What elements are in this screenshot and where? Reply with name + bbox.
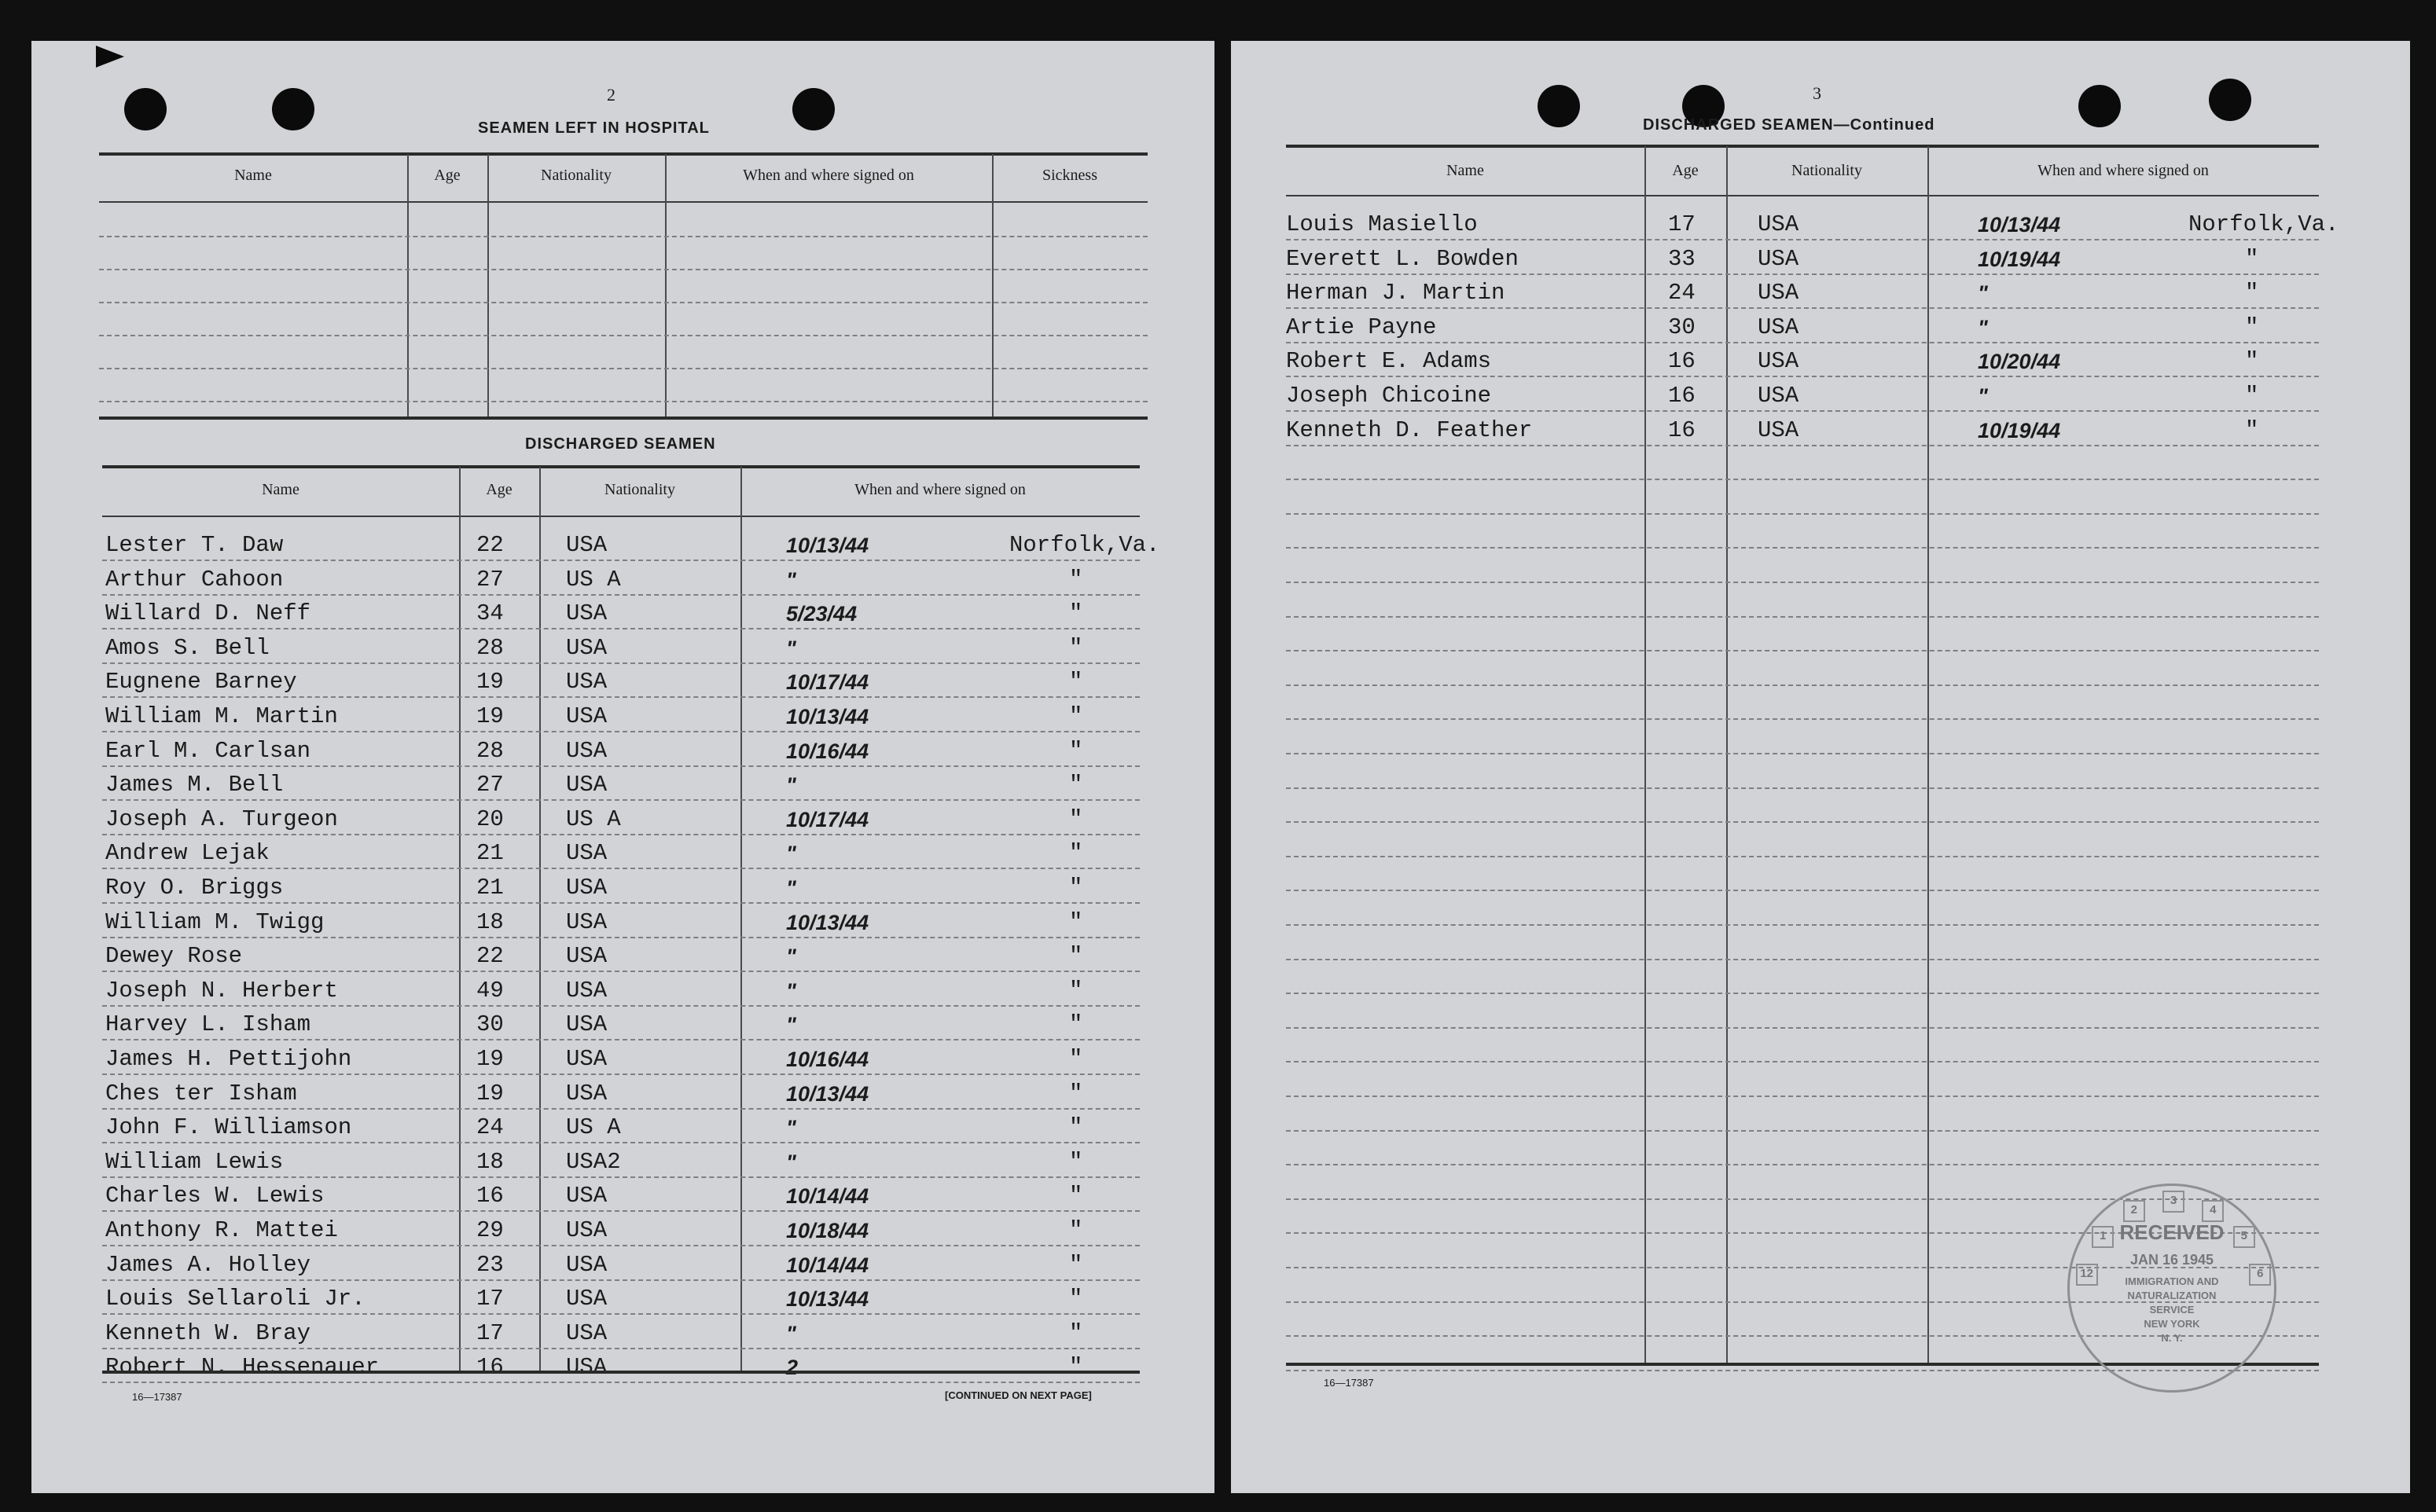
- blank-row-line: [99, 236, 1148, 237]
- seaman-name: James H. Pettijohn: [105, 1046, 352, 1072]
- row-line: [1286, 479, 2319, 480]
- seaman-age: 19: [476, 703, 504, 729]
- signed-on-place: ": [1069, 1114, 1083, 1141]
- signed-on-place: ": [2245, 280, 2259, 306]
- signed-on-date: ": [786, 945, 796, 969]
- seaman-age: 16: [476, 1183, 504, 1209]
- row-line: [102, 731, 1140, 732]
- row-line: [1286, 753, 2319, 754]
- seaman-age: 21: [476, 840, 504, 867]
- seaman-age: 27: [476, 772, 504, 798]
- punch-hole-icon: [2078, 85, 2121, 127]
- punch-hole-icon: [792, 88, 835, 130]
- row-line: [102, 1108, 1140, 1110]
- received-stamp: [2067, 1184, 2276, 1393]
- signed-on-date: ": [786, 1321, 796, 1345]
- signed-on-place: ": [1069, 1148, 1083, 1175]
- signed-on-date: 10/19/44: [1978, 418, 2061, 442]
- column-divider: [665, 154, 667, 417]
- column-header: Age: [434, 167, 461, 184]
- table-rule: [99, 417, 1148, 420]
- seaman-age: 49: [476, 977, 504, 1004]
- seaman-nationality: USA: [566, 1354, 608, 1381]
- column-header: Nationality: [1791, 162, 1862, 179]
- row-line: [102, 1245, 1140, 1246]
- row-line: [1286, 1095, 2319, 1097]
- blank-row-line: [99, 368, 1148, 369]
- signed-on-date: ": [1978, 281, 1988, 306]
- signed-on-place: ": [1069, 1286, 1083, 1312]
- row-line: [102, 1005, 1140, 1007]
- row-line: [1286, 307, 2319, 309]
- signed-on-date: 10/13/44: [786, 1287, 869, 1312]
- seaman-age: 18: [476, 908, 504, 935]
- punch-hole-icon: [2209, 79, 2251, 121]
- signed-on-date: 5/23/44: [786, 602, 858, 626]
- seaman-age: 33: [1668, 245, 1696, 272]
- seaman-age: 28: [476, 737, 504, 764]
- seaman-name: Dewey Rose: [105, 943, 243, 970]
- signed-on-place: ": [1069, 1080, 1083, 1106]
- page-number: 3: [1813, 83, 1821, 103]
- row-line: [1286, 239, 2319, 240]
- row-line: [1286, 650, 2319, 651]
- stamp-line: NEW YORK: [2144, 1318, 2200, 1330]
- left-page: [31, 41, 1214, 1493]
- signed-on-place: ": [1069, 1183, 1083, 1209]
- seaman-age: 30: [1668, 314, 1696, 340]
- column-divider: [407, 154, 409, 417]
- row-line: [102, 902, 1140, 904]
- signed-on-date: ": [786, 1013, 796, 1037]
- signed-on-place: ": [2245, 383, 2259, 409]
- signed-on-date: 10/13/44: [786, 534, 869, 557]
- seaman-age: 20: [476, 806, 504, 832]
- seaman-nationality: USA: [566, 1217, 608, 1243]
- seaman-age: 16: [1668, 417, 1696, 443]
- row-line: [102, 1382, 1140, 1383]
- column-header: Nationality: [541, 167, 612, 184]
- seaman-age: 30: [476, 1011, 504, 1038]
- row-line: [1286, 342, 2319, 343]
- seaman-name: Robert N. Hessenauer: [105, 1354, 380, 1381]
- punch-hole-icon: [1538, 85, 1580, 127]
- row-line: [1286, 273, 2319, 275]
- seaman-age: 24: [476, 1114, 504, 1141]
- table-rule: [102, 516, 1140, 517]
- seaman-nationality: USA: [1758, 348, 1799, 375]
- seaman-nationality: USA: [566, 1319, 608, 1346]
- seaman-nationality: USA: [566, 943, 608, 970]
- stamp-ring-number: 12: [2076, 1264, 2098, 1286]
- stamp-date: JAN 16 1945: [2129, 1252, 2214, 1268]
- seaman-nationality: USA: [566, 772, 608, 798]
- row-line: [102, 1313, 1140, 1315]
- row-line: [102, 1039, 1140, 1040]
- seaman-name: Earl M. Carlsan: [105, 737, 311, 764]
- row-line: [102, 937, 1140, 938]
- seaman-nationality: USA: [566, 600, 608, 627]
- row-line: [1286, 547, 2319, 549]
- signed-on-date: 10/13/44: [1978, 213, 2061, 237]
- seaman-age: 17: [1668, 211, 1696, 237]
- signed-on-date: ": [786, 842, 796, 866]
- stamp-ring-number: 1: [2092, 1226, 2114, 1248]
- row-line: [102, 1210, 1140, 1212]
- seaman-name: Andrew Lejak: [105, 840, 270, 867]
- seaman-name: Roy O. Briggs: [105, 875, 284, 901]
- signed-on-place: ": [1069, 943, 1083, 970]
- seaman-nationality: USA: [1758, 314, 1799, 340]
- blank-row-line: [99, 269, 1148, 270]
- signed-on-place: ": [1069, 600, 1083, 627]
- seaman-age: 17: [476, 1286, 504, 1312]
- seaman-name: Joseph N. Herbert: [105, 977, 338, 1004]
- signed-on-place: ": [1069, 806, 1083, 832]
- seaman-age: 16: [1668, 383, 1696, 409]
- signed-on-place: ": [1069, 566, 1083, 593]
- row-line: [1286, 993, 2319, 994]
- row-line: [1286, 1027, 2319, 1029]
- signed-on-place: ": [1069, 1251, 1083, 1278]
- punch-hole-icon: [124, 88, 167, 130]
- signed-on-date: 10/16/44: [786, 1048, 869, 1071]
- seaman-nationality: USA: [1758, 383, 1799, 409]
- seaman-name: Harvey L. Isham: [105, 1011, 311, 1038]
- stamp-line: N. Y.: [2161, 1332, 2183, 1344]
- row-line: [1286, 821, 2319, 823]
- signed-on-date: ": [786, 1116, 796, 1140]
- seaman-age: 22: [476, 532, 504, 558]
- row-line: [1286, 890, 2319, 891]
- seaman-age: 24: [1668, 280, 1696, 306]
- seaman-nationality: USA: [566, 908, 608, 935]
- row-line: [1286, 787, 2319, 789]
- column-header: When and where signed on: [854, 481, 1026, 498]
- seaman-nationality: USA: [566, 1286, 608, 1312]
- signed-on-date: ": [786, 636, 796, 660]
- seaman-nationality: US A: [566, 1114, 621, 1141]
- signed-on-place: ": [1069, 977, 1083, 1004]
- seaman-age: 29: [476, 1217, 504, 1243]
- table-rule: [102, 465, 1140, 468]
- signed-on-place: ": [2245, 348, 2259, 375]
- seaman-name: Kenneth D. Feather: [1286, 417, 1533, 443]
- seaman-age: 21: [476, 875, 504, 901]
- seaman-name: Lester T. Daw: [105, 532, 284, 558]
- page-number: 2: [607, 85, 615, 105]
- seaman-nationality: USA: [1758, 280, 1799, 306]
- signed-on-place: ": [1069, 840, 1083, 867]
- seaman-nationality: US A: [566, 566, 621, 593]
- row-line: [102, 1348, 1140, 1349]
- form-number: 16—17387: [1324, 1377, 1374, 1389]
- seaman-name: James A. Holley: [105, 1251, 311, 1278]
- table-rule: [99, 201, 1148, 203]
- signed-on-place: ": [2245, 417, 2259, 443]
- signed-on-place: ": [2245, 245, 2259, 272]
- signed-on-place: Norfolk,Va.: [2188, 211, 2339, 237]
- row-line: [102, 765, 1140, 767]
- signed-on-date: ": [1978, 315, 1988, 339]
- row-line: [102, 662, 1140, 664]
- row-line: [102, 1279, 1140, 1281]
- signed-on-date: 10/14/44: [786, 1253, 869, 1277]
- seaman-age: 16: [1668, 348, 1696, 375]
- stamp-received: RECEIVED: [2119, 1220, 2225, 1244]
- row-line: [1286, 1164, 2319, 1165]
- column-header: Age: [486, 481, 513, 498]
- row-line: [102, 1142, 1140, 1143]
- blank-row-line: [99, 401, 1148, 402]
- column-header: Name: [262, 481, 299, 498]
- row-line: [1286, 959, 2319, 960]
- row-line: [1286, 410, 2319, 412]
- seaman-age: 17: [476, 1319, 504, 1346]
- seaman-nationality: USA: [566, 669, 608, 695]
- row-line: [1286, 718, 2319, 720]
- signed-on-place: Norfolk,Va.: [1009, 532, 1160, 558]
- seaman-name: Willard D. Neff: [105, 600, 311, 627]
- seaman-name: Anthony R. Mattei: [105, 1217, 338, 1243]
- row-line: [102, 834, 1140, 835]
- seaman-nationality: US A: [566, 806, 621, 832]
- blank-row-line: [99, 335, 1148, 336]
- blank-row-line: [99, 302, 1148, 303]
- signed-on-place: ": [1069, 703, 1083, 729]
- signed-on-date: ": [1978, 384, 1988, 408]
- signed-on-place: ": [1069, 634, 1083, 661]
- row-line: [102, 560, 1140, 561]
- column-header: When and where signed on: [2037, 162, 2209, 179]
- signed-on-date: 10/20/44: [1978, 350, 2061, 374]
- stamp-line: SERVICE: [2149, 1304, 2195, 1316]
- signed-on-place: ": [1069, 1354, 1083, 1381]
- seaman-name: William Lewis: [105, 1148, 284, 1175]
- row-line: [102, 628, 1140, 629]
- column-header: Name: [1446, 162, 1484, 179]
- signed-on-date: 10/17/44: [786, 807, 869, 831]
- seaman-name: John F. Williamson: [105, 1114, 352, 1141]
- signed-on-place: ": [2245, 314, 2259, 340]
- seaman-nationality: USA: [566, 1011, 608, 1038]
- signed-on-date: ": [786, 773, 796, 798]
- stamp-ring-number: 2: [2123, 1200, 2145, 1222]
- signed-on-place: ": [1069, 772, 1083, 798]
- stamp-ring-number: 6: [2249, 1264, 2271, 1286]
- signed-on-date: ": [786, 1150, 796, 1174]
- right-page: [1231, 41, 2410, 1493]
- form-number: 16—17387: [132, 1391, 182, 1403]
- signed-on-date: 10/16/44: [786, 739, 869, 763]
- signed-on-date: ": [786, 876, 796, 900]
- seaman-name: William M. Twigg: [105, 908, 325, 935]
- hospital-section-title: SEAMEN LEFT IN HOSPITAL: [478, 119, 710, 137]
- seaman-nationality: USA: [566, 1080, 608, 1106]
- row-line: [1286, 582, 2319, 583]
- continued-section-title: DISCHARGED SEAMEN—Continued: [1643, 116, 1935, 134]
- signed-on-place: ": [1069, 1217, 1083, 1243]
- signed-on-date: 10/13/44: [786, 1081, 869, 1106]
- arrow-marker-icon: [96, 46, 124, 68]
- seaman-age: 27: [476, 566, 504, 593]
- seaman-nationality: USA: [566, 634, 608, 661]
- signed-on-date: 10/19/44: [1978, 247, 2061, 271]
- signed-on-date: 10/18/44: [786, 1219, 869, 1242]
- column-divider: [487, 154, 489, 417]
- seaman-age: 28: [476, 634, 504, 661]
- seaman-nationality: USA: [566, 977, 608, 1004]
- seaman-nationality: USA: [1758, 245, 1799, 272]
- seaman-name: James M. Bell: [105, 772, 284, 798]
- signed-on-place: ": [1069, 1046, 1083, 1072]
- row-line: [1286, 924, 2319, 926]
- signed-on-date: ": [786, 567, 796, 592]
- seaman-name: Kenneth W. Bray: [105, 1319, 311, 1346]
- signed-on-date: 10/17/44: [786, 670, 869, 695]
- seaman-nationality: USA: [1758, 417, 1799, 443]
- seaman-nationality: USA: [566, 1183, 608, 1209]
- seaman-nationality: USA: [566, 737, 608, 764]
- column-divider: [992, 154, 994, 417]
- punch-hole-icon: [272, 88, 314, 130]
- row-line: [102, 1176, 1140, 1178]
- seaman-name: Arthur Cahoon: [105, 566, 284, 593]
- signed-on-date: 10/14/44: [786, 1184, 869, 1209]
- row-line: [1286, 684, 2319, 686]
- signed-on-place: ": [1069, 1011, 1083, 1038]
- column-header: When and where signed on: [743, 167, 914, 184]
- row-line: [1286, 1061, 2319, 1062]
- seaman-age: 18: [476, 1148, 504, 1175]
- discharged-section-title: DISCHARGED SEAMEN: [525, 435, 716, 453]
- seaman-name: Herman J. Martin: [1286, 280, 1505, 306]
- seaman-name: Louis Masiello: [1286, 211, 1478, 237]
- seaman-age: 19: [476, 1080, 504, 1106]
- seaman-name: Charles W. Lewis: [105, 1183, 325, 1209]
- column-header: Sickness: [1042, 167, 1097, 184]
- signed-on-date: 2: [786, 1356, 799, 1380]
- seaman-name: Eugnene Barney: [105, 669, 297, 695]
- row-line: [1286, 513, 2319, 515]
- signed-on-place: ": [1069, 908, 1083, 935]
- row-line: [102, 594, 1140, 596]
- seaman-name: Louis Sellaroli Jr.: [105, 1286, 366, 1312]
- seaman-name: Joseph Chicoine: [1286, 383, 1492, 409]
- stamp-ring-number: 5: [2233, 1226, 2255, 1248]
- seaman-age: 19: [476, 669, 504, 695]
- seaman-name: William M. Martin: [105, 703, 338, 729]
- stamp-line: NATURALIZATION: [2127, 1290, 2217, 1301]
- column-header: Nationality: [604, 481, 675, 498]
- row-line: [1286, 445, 2319, 446]
- seaman-nationality: USA: [566, 532, 608, 558]
- table-rule: [1286, 145, 2319, 148]
- seaman-nationality: USA: [566, 840, 608, 867]
- signed-on-date: 10/13/44: [786, 705, 869, 728]
- signed-on-place: ": [1069, 1319, 1083, 1346]
- seaman-age: 23: [476, 1251, 504, 1278]
- row-line: [102, 799, 1140, 801]
- row-line: [1286, 376, 2319, 377]
- row-line: [1286, 1130, 2319, 1132]
- seaman-name: Robert E. Adams: [1286, 348, 1492, 375]
- row-line: [102, 868, 1140, 869]
- table-rule: [1286, 195, 2319, 196]
- stamp-ring-number: 3: [2162, 1191, 2184, 1213]
- continued-note: [CONTINUED ON NEXT PAGE]: [945, 1389, 1092, 1401]
- seaman-name: Joseph A. Turgeon: [105, 806, 338, 832]
- seaman-name: Everett L. Bowden: [1286, 245, 1519, 272]
- seaman-nationality: USA: [566, 1251, 608, 1278]
- column-header: Name: [234, 167, 272, 184]
- row-line: [1286, 856, 2319, 857]
- seaman-name: Artie Payne: [1286, 314, 1437, 340]
- table-rule: [102, 1371, 1140, 1374]
- seaman-nationality: USA: [566, 1046, 608, 1072]
- row-line: [1286, 616, 2319, 618]
- signed-on-place: ": [1069, 669, 1083, 695]
- seaman-nationality: USA: [566, 875, 608, 901]
- seaman-nationality: USA: [566, 703, 608, 729]
- seaman-age: 34: [476, 600, 504, 627]
- column-header: Age: [1672, 162, 1699, 179]
- row-line: [102, 1073, 1140, 1075]
- signed-on-place: ": [1069, 737, 1083, 764]
- table-rule: [99, 152, 1148, 156]
- signed-on-place: ": [1069, 875, 1083, 901]
- seaman-name: Amos S. Bell: [105, 634, 270, 661]
- row-line: [102, 971, 1140, 972]
- row-line: [102, 696, 1140, 698]
- seaman-name: Ches ter Isham: [105, 1080, 297, 1106]
- seaman-age: 16: [476, 1354, 504, 1381]
- signed-on-date: 10/13/44: [786, 910, 869, 934]
- stamp-ring-number: 4: [2202, 1200, 2224, 1222]
- seaman-nationality: USA2: [566, 1148, 621, 1175]
- seaman-age: 22: [476, 943, 504, 970]
- stamp-line: IMMIGRATION AND: [2125, 1275, 2219, 1287]
- seaman-age: 19: [476, 1046, 504, 1072]
- signed-on-date: ": [786, 978, 796, 1003]
- seaman-nationality: USA: [1758, 211, 1799, 237]
